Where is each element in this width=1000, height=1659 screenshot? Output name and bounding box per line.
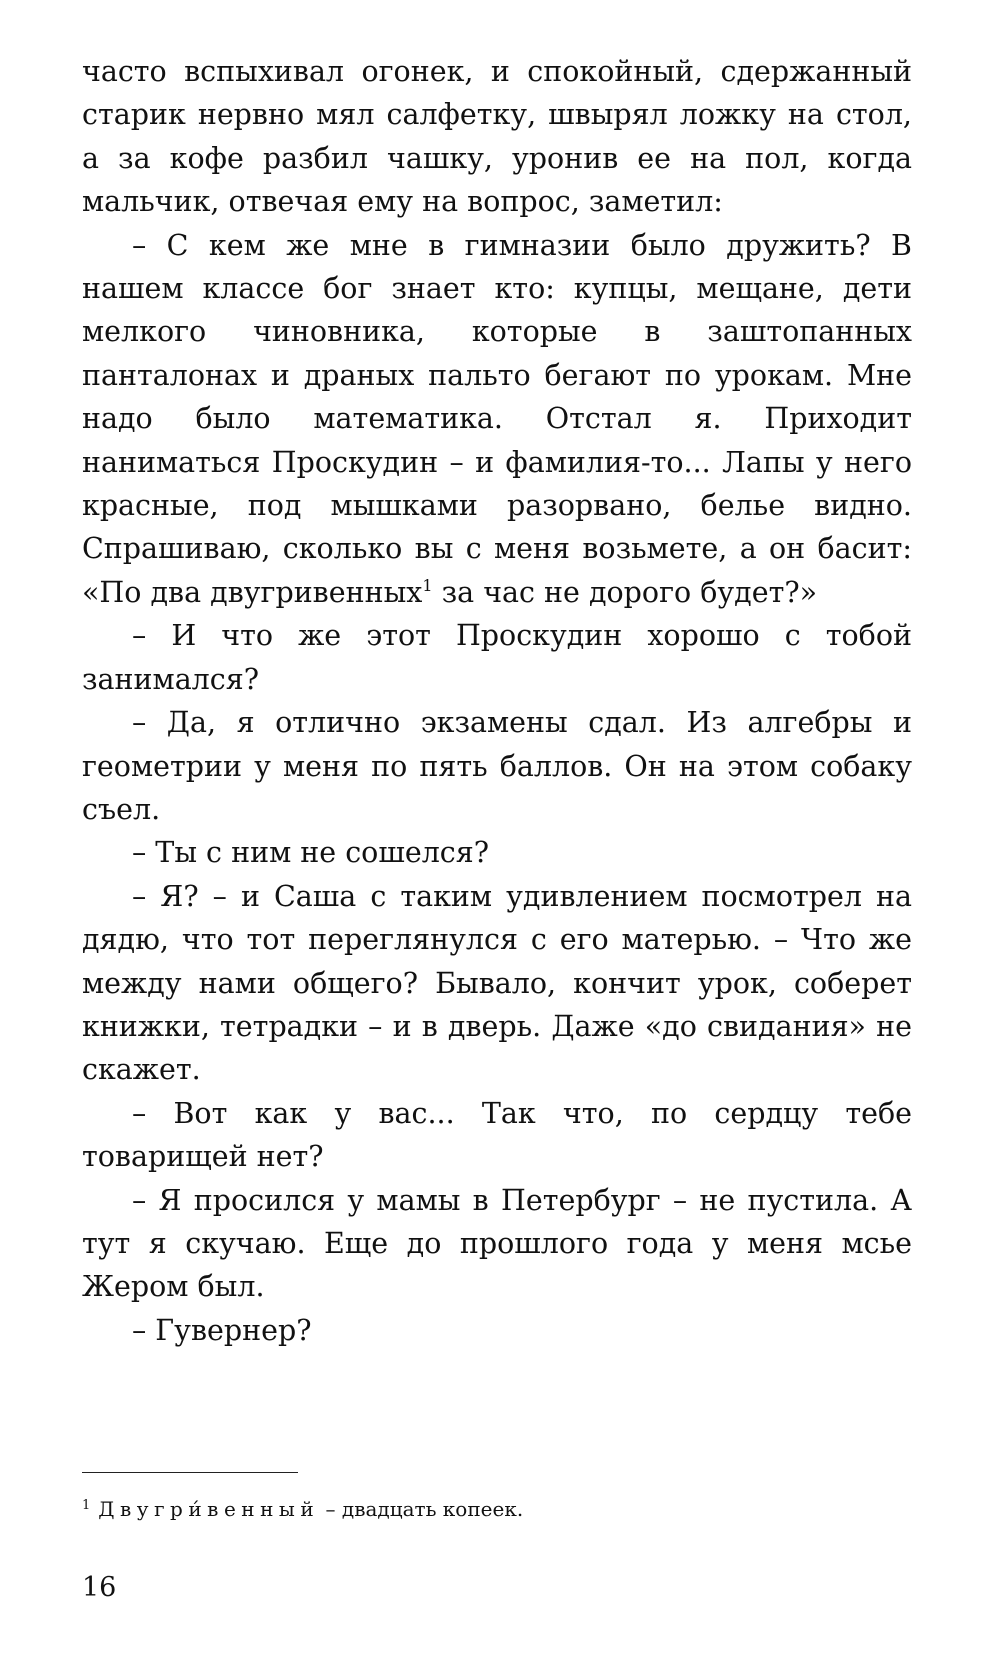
page-number: 16 (82, 1572, 117, 1603)
paragraph-2-text: – С кем же мне в гимназии было дружить? В нашем классе бог знает кто: купцы, мещане, дети мелкого чиновника, которые в заштопанных панталонах и драных пальто бегают по урокам. Мне надо было математика. Отстал я. Приходит наниматься Проскудин – и фамилия-то... Лапы у него красные, под мышками разорвано, белье видно. Спрашиваю, сколько вы с меня возьмете, а он басит: «По два двугривенных (82, 228, 912, 609)
paragraph-7: – Вот как у вас... Так что, по сердцу тебе товарищей нет? (82, 1096, 912, 1174)
page-body (82, 50, 912, 1352)
paragraph-2 (82, 224, 912, 615)
main-text (82, 50, 912, 1352)
paragraph-3: – И что же этот Проскудин хорошо с тобой занимался? (82, 619, 912, 696)
footnote (82, 1496, 912, 1522)
footnote-divider (82, 1472, 298, 1473)
paragraph-8: – Я просился у мамы в Петербург – не пустила. А тут я скучаю. Еще до прошлого года у меня мсье Жером был. (82, 1183, 912, 1304)
paragraph-1: часто вспыхивал огонек, и спокойный, сдержанный старик нервно мял салфетку, швырял ложку на стол, а за кофе разбил чашку, уронив ее на пол, когда мальчик, отвечая ему на вопрос, заметил: (82, 55, 912, 219)
paragraph-9: – Гувернер? (132, 1313, 312, 1347)
footnote-term: Двугри́венный (98, 1497, 320, 1521)
paragraph-6: – Я? – и Саша с таким удивлением посмотрел на дядю, что тот переглянулся с его матерью. – Что же между нами общего? Бывало, кончит урок, соберет книжки, тетрадки – и в дверь. Даже «до свидания» не скажет. (82, 879, 912, 1087)
footnote-reference: 1 (422, 575, 433, 595)
footnote-definition: – двадцать копеек. (319, 1497, 524, 1521)
paragraph-4: – Да, я отлично экзамены сдал. Из алгебры и геометрии у меня по пять баллов. Он на этом собаку съел. (82, 706, 912, 826)
paragraph-2-after: за час не дорого будет?» (432, 575, 818, 609)
paragraph-5: – Ты с ним не сошелся? (132, 836, 490, 870)
footnote-mark: 1 (82, 1498, 91, 1513)
